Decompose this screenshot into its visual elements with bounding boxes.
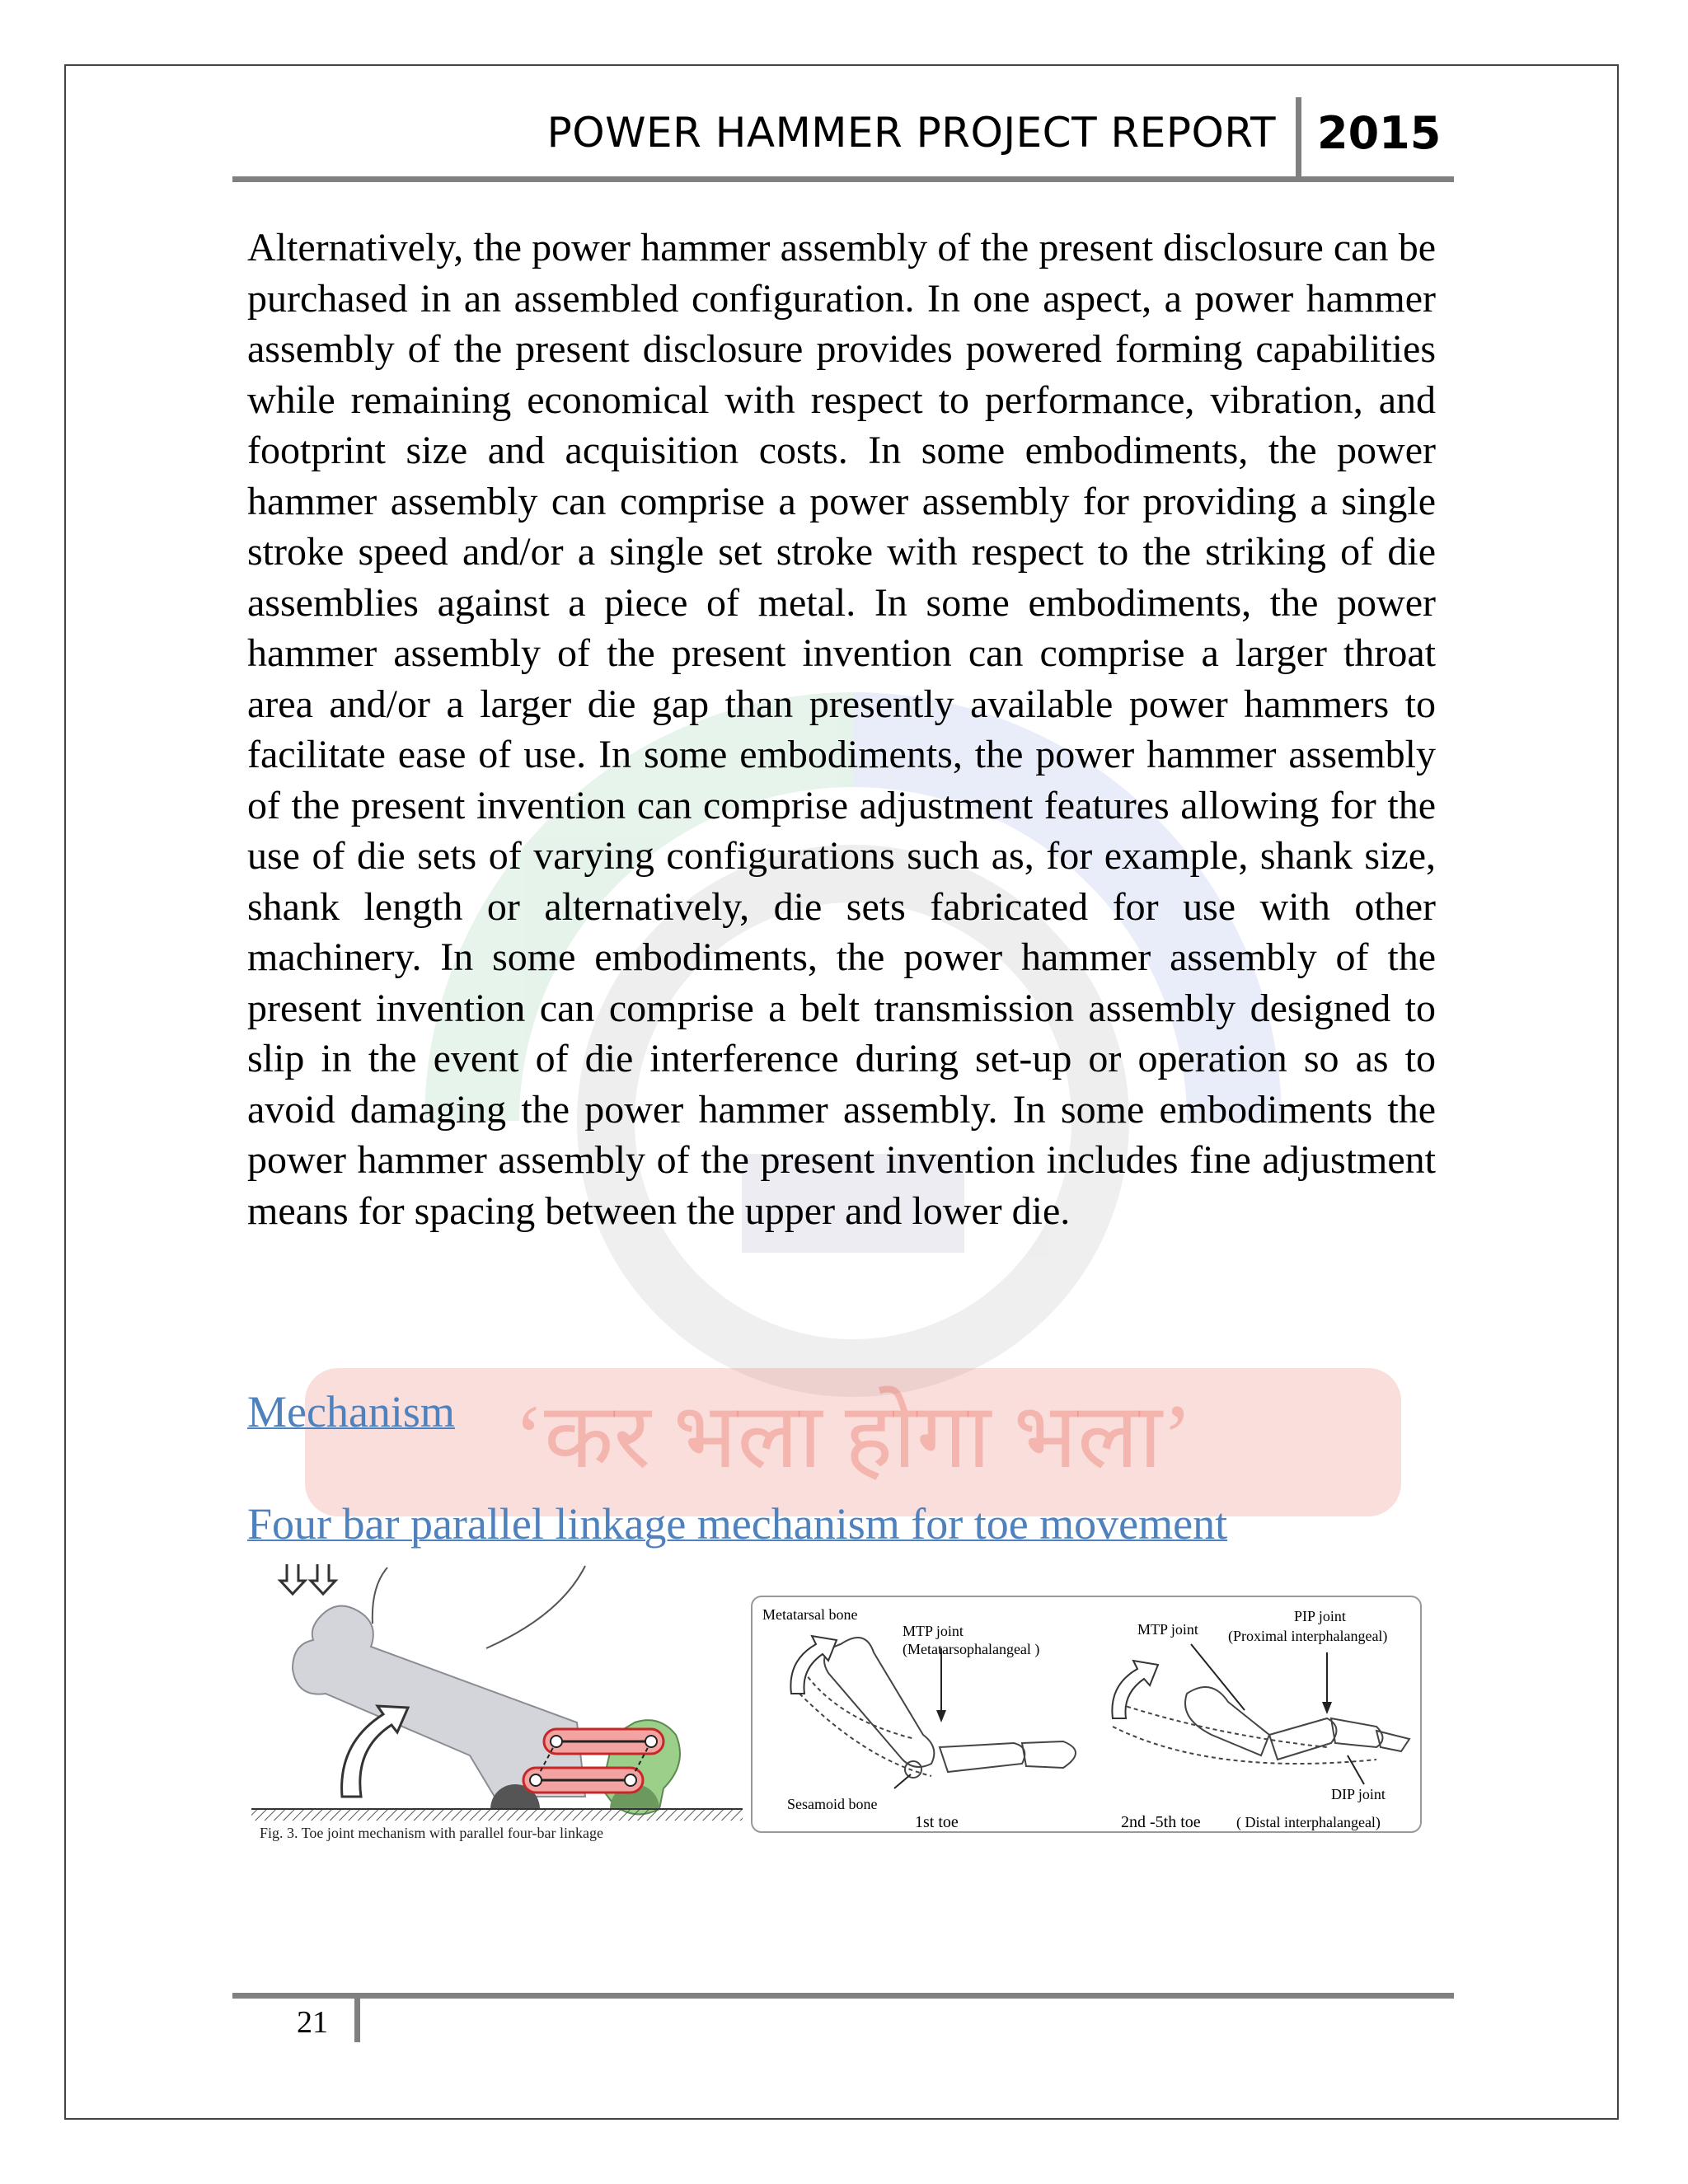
footer-rule — [232, 1993, 1454, 1999]
body-paragraph — [247, 223, 1436, 1236]
label-mtp-joint-2: MTP joint — [1137, 1621, 1198, 1638]
ground-hatch — [251, 1809, 743, 1821]
footer-separator — [354, 1993, 360, 2042]
watermark-text: ‘कर भला होगा भला’ — [513, 1386, 1193, 1487]
label-mtp-joint-1: MTP joint — [903, 1623, 964, 1639]
label-first-toe: 1st toe — [915, 1813, 959, 1831]
figure-left-caption: Fig. 3. Toe joint mechanism with parallel four-bar linkage — [260, 1825, 603, 1841]
label-pip-joint: PIP joint — [1294, 1608, 1346, 1624]
page-number: 21 — [297, 2005, 328, 2040]
label-sesamoid: Sesamoid bone — [787, 1796, 878, 1812]
label-second-toe: 2nd -5th toe — [1121, 1813, 1201, 1831]
body-paragraph-text: Alternatively, the power hammer assembly of the present disclosure can be purchased in an assembled configuration. In one aspect, a power hammer assembly of the present disclosure provides powered forming capabilities while remaining economical with respect to performance, vibration, and footprint size and acquisition costs. In some embodiments, the power hammer assembly can comprise a power assembly for providing a single stroke speed and/or a single set stroke with respect to the striking of die assemblies against a piece of metal. In some embodiments, the power hammer assembly of the present invention can comprise a larger throat area and/or a larger die gap than presently available power hammers to facilitate ease of use. In some embodiments, the power hammer assembly of the present invention can comprise adjustment features allowing for the use of die sets of varying configurations such as, for example, shank size, shank length or alternatively, die sets fabricated for use with other machinery. In some embodiments, the power hammer assembly of the present invention can comprise a belt transmission assembly designed to slip in the event of die interference during set-up or operation so as to avoid damaging the power hammer assembly. In some embodiments the power hammer assembly of the present invention includes fine adjustment means for spacing between the upper and lower die. — [247, 226, 1436, 1233]
label-dip-full: ( Distal interphalangeal) — [1236, 1814, 1381, 1830]
heading-four-bar-linkage[interactable]: Four bar parallel linkage mechanism for toe movement — [247, 1499, 1228, 1549]
heading-mechanism[interactable]: Mechanism — [247, 1387, 455, 1436]
label-pip-full: (Proximal interphalangeal) — [1228, 1628, 1388, 1644]
figure-toe-anatomy — [750, 1595, 1423, 1834]
header-rule — [232, 176, 1454, 182]
label-dip-joint: DIP joint — [1331, 1786, 1386, 1802]
header-separator — [1296, 97, 1301, 178]
rotation-arrow-icon — [342, 1706, 408, 1797]
force-arrow-icon — [280, 1564, 335, 1594]
header-title: POWER HAMMER PROJECT REPORT — [546, 109, 1276, 157]
header-year: 2015 — [1317, 107, 1442, 159]
label-mtp-joint-1-full: (Metatarsophalangeal ) — [903, 1641, 1040, 1657]
figure-toe-joint-mechanism — [247, 1558, 747, 1843]
label-metatarsal: Metatarsal bone — [762, 1606, 858, 1623]
